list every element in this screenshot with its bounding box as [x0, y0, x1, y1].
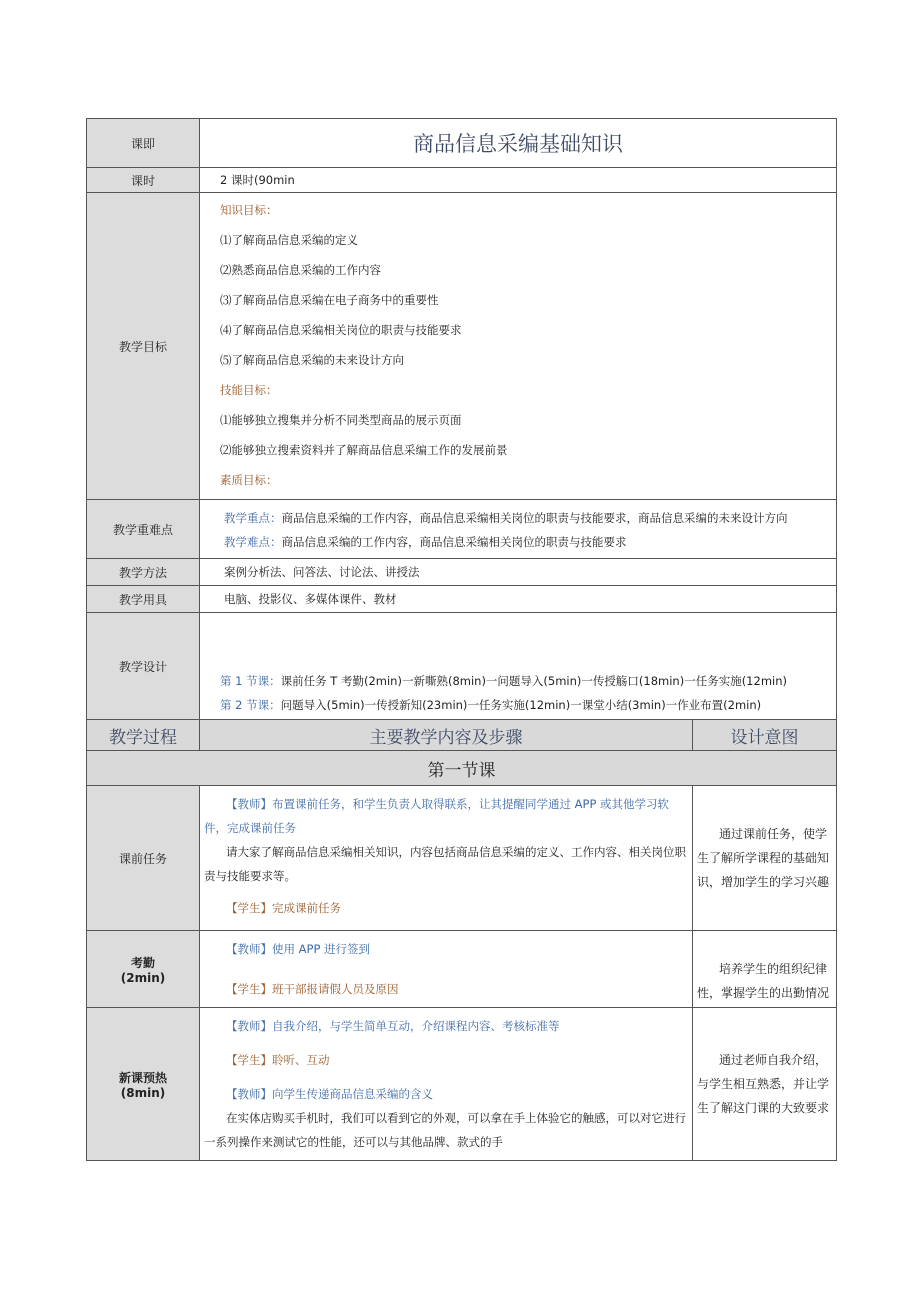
knowledge-goals-heading: 知识目标： [220, 203, 278, 217]
teacher-text: 自我介绍，与学生简单互动，介绍课程内容、考核标准等 [272, 1019, 560, 1033]
skill-goal-item: ⑴能够独立搜集并分析不同类型商品的展示页面 [220, 413, 462, 427]
tools-value: 电脑、投影仪、多媒体课件、教材 [200, 586, 837, 613]
hours-label: 课时 [87, 168, 200, 193]
design-intent-text: 通过老师自我介绍，与学生相互熟悉，并让学生了解这门课的大致要求 [697, 1053, 830, 1115]
student-line [204, 977, 686, 1001]
design-intent [693, 1008, 837, 1161]
teacher-line [204, 1082, 686, 1106]
lesson-plan-page [86, 118, 836, 1161]
difficulty-tag: 教学难点： [224, 535, 282, 549]
knowledge-goal-item: ⑴了解商品信息采编的定义 [220, 233, 358, 247]
difficulty-line [204, 530, 830, 554]
goals-label: 教学目标 [87, 193, 200, 500]
skill-goal-item: ⑵能够独立搜索资料并了解商品信息采编工作的发展前景 [220, 443, 508, 457]
teacher-text: 使用 APP 进行签到 [272, 942, 371, 956]
knowledge-goal-item: ⑶了解商品信息采编在电子商务中的重要性 [220, 293, 439, 307]
hours-value: 2 课时(90min [200, 168, 837, 193]
student-text: 班干部报请假人员及原因 [272, 982, 399, 996]
design-line-1-text: 课前任务 T 考勤(2min)一新嘶熟(8min)一问题导入(5min)一传授觞口(18min)一任务实施(12min) [280, 674, 787, 688]
student-line [204, 896, 686, 920]
step-duration: (2min) [120, 970, 166, 985]
lesson-plan-table [86, 118, 837, 1161]
keypoints-label: 教学重难点 [87, 500, 200, 559]
knowledge-goal-item: ⑵熟悉商品信息采编的工作内容 [220, 263, 381, 277]
topic-title: 商品信息采编基础知识 [200, 119, 837, 168]
section-title: 第一节课 [87, 751, 837, 786]
teacher-tag: 【教师】 [226, 1019, 272, 1033]
process-step-label [87, 931, 200, 1008]
step-duration: (8min) [120, 1085, 166, 1100]
design-content [200, 613, 837, 720]
process-step-label [87, 786, 200, 931]
step-content [200, 1008, 693, 1161]
design-intent-text: 培养学生的组织纪律性，掌握学生的出勤情况 [697, 962, 830, 1000]
step-content [200, 931, 693, 1008]
student-text: 聆听、互动 [272, 1053, 330, 1067]
teacher-tag: 【教师】 [226, 1087, 272, 1101]
student-line [204, 1048, 686, 1072]
step-name: 新课预热 [118, 1070, 167, 1085]
skill-goals-heading: 技能目标： [220, 383, 278, 397]
process-step-label [87, 1008, 200, 1161]
step-name: 考勤 [130, 955, 155, 970]
process-column-header: 教学过程 [87, 720, 200, 751]
student-text: 完成课前任务 [272, 901, 341, 915]
student-tag: 【学生】 [226, 901, 272, 915]
quality-goals-heading: 素质目标： [220, 473, 278, 487]
step-body-text: 请大家了解商品信息采编相关知识，内容包括商品信息采编的定义、工作内容、相关岗位职责与技能要求等。 [204, 845, 686, 883]
student-tag: 【学生】 [226, 1053, 272, 1067]
design-line-2-tag: 第 2 节课： [220, 698, 281, 712]
design-line-1-tag: 第 1 节课： [220, 674, 281, 688]
teacher-text: 向学生传递商品信息采编的含义 [272, 1087, 433, 1101]
step-body-text: 在实体店购买手机时，我们可以看到它的外观，可以拿在手上体验它的触感，可以对它进行一系列操作来测试它的性能，还可以与其他品牌、款式的手 [204, 1111, 686, 1149]
design-line-1 [220, 669, 836, 693]
design-intent-text: 通过课前任务，使学生了解所学课程的基础知识，增加学生的学习兴趣 [697, 827, 830, 889]
method-label: 教学方法 [87, 559, 200, 586]
teacher-line [204, 937, 686, 961]
design-line-2-text: 问题导入(5min)一传授新知(23min)一任务实施(12min)一课堂小结(3min)一作业布置(2min) [280, 698, 762, 712]
teacher-tag: 【教师】 [226, 942, 272, 956]
teacher-tag: 【教师】 [226, 797, 272, 811]
method-value: 案例分析法、问答法、讨论法、讲授法 [200, 559, 837, 586]
goals-content [200, 193, 837, 500]
design-intent [693, 786, 837, 931]
intent-column-header: 设计意图 [693, 720, 837, 751]
teacher-line [204, 792, 686, 840]
knowledge-goal-item: ⑸了解商品信息采编的未来设计方向 [220, 353, 404, 367]
key-point-line [204, 506, 830, 530]
content-column-header: 主要教学内容及步骤 [200, 720, 693, 751]
key-point-tag: 教学重点： [224, 511, 282, 525]
difficulty-text: 商品信息采编的工作内容，商品信息采编相关岗位的职责与技能要求 [281, 535, 627, 549]
design-intent [693, 931, 837, 1008]
teacher-text: 布置课前任务，和学生负责人取得联系，让其提醒同学通过 APP 或其他学习软件，完成课前任务 [204, 797, 670, 835]
tools-label: 教学用具 [87, 586, 200, 613]
step-name: 课前任务 [118, 851, 167, 866]
keypoints-content [200, 500, 837, 559]
design-line-2 [220, 693, 836, 717]
topic-label: 课即 [87, 119, 200, 168]
teacher-line [204, 1014, 686, 1038]
key-point-text: 商品信息采编的工作内容，商品信息采编相关岗位的职责与技能要求，商品信息采编的未来设计方向 [281, 511, 788, 525]
knowledge-goal-item: ⑷了解商品信息采编相关岗位的职责与技能要求 [220, 323, 462, 337]
step-content [200, 786, 693, 931]
design-label: 教学设计 [87, 613, 200, 720]
student-tag: 【学生】 [226, 982, 272, 996]
